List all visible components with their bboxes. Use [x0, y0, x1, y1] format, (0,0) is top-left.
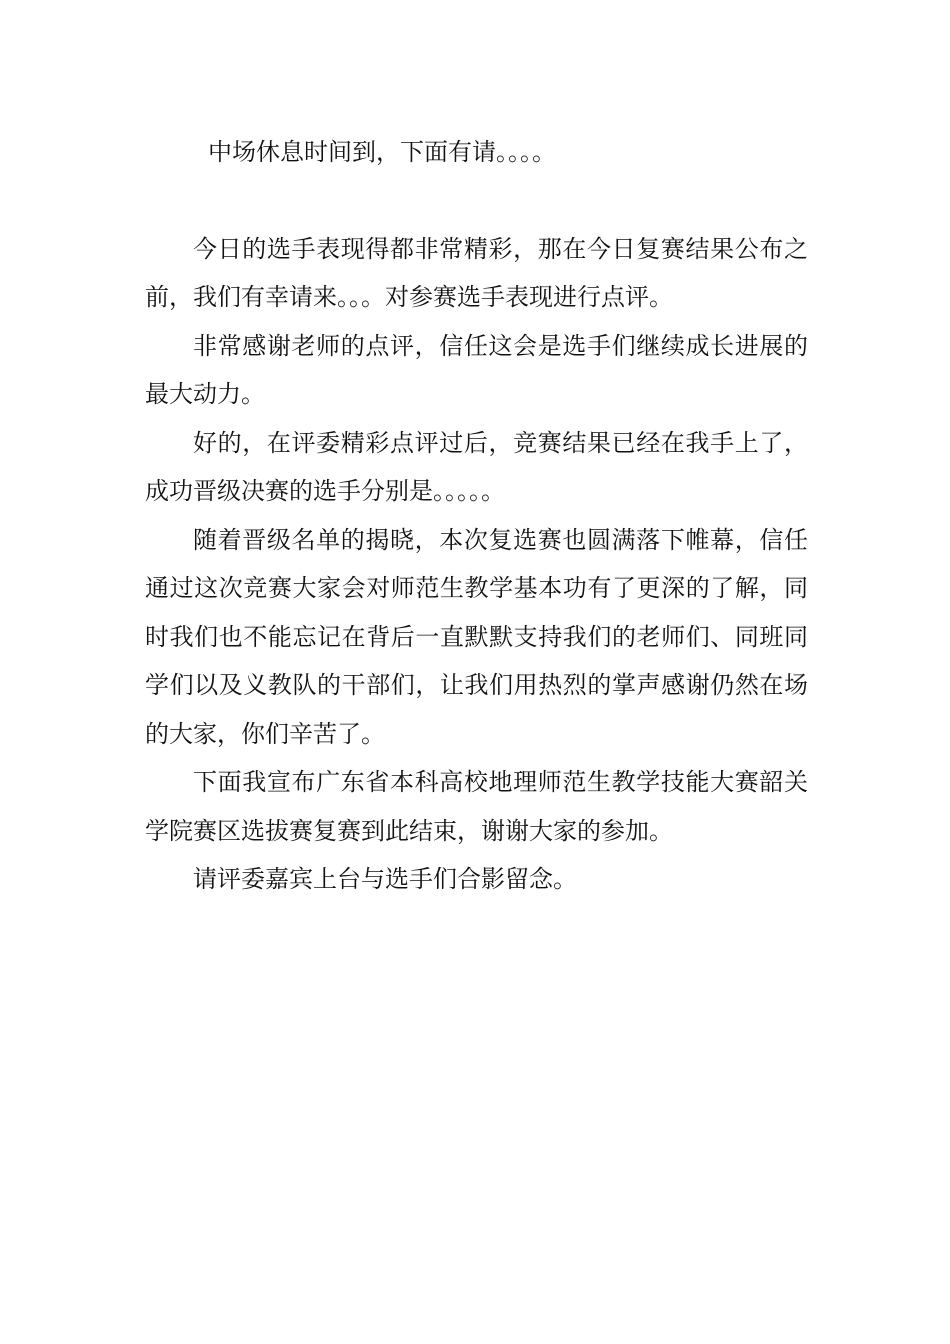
paragraph-thanks-teacher: 非常感谢老师的点评，信任这会是选手们继续成长进展的最大动力。 [145, 331, 808, 408]
paragraph-announcement: 下面我宣布广东省本科高校地理师范生教学技能大赛韶关学院赛区选拔赛复赛到此结束，谢谢大家的参加。 [145, 768, 808, 845]
intro-paragraph: 中场休息时间到，下面有请。。。。 [208, 138, 556, 166]
document-body [145, 128, 808, 904]
paragraph-results: 好的，在评委精彩点评过后，竞赛结果已经在我手上了，成功晋级决赛的选手分别是。。。。。 [145, 428, 808, 505]
paragraph-group-photo: 请评委嘉宾上台与选手们合影留念。 [193, 865, 577, 893]
paragraph-closing-thanks: 随着晋级名单的揭晓，本次复选赛也圆满落下帷幕，信任通过这次竞赛大家会对师范生教学基本功有了更深的了解，同时我们也不能忘记在背后一直默默支持我们的老师们、同班同学们以及义教队的干部们，让我们用热烈的掌声感谢仍然在场的大家，你们辛苦了。 [145, 525, 808, 748]
paragraph-comments-intro: 今日的选手表现得都非常精彩，那在今日复赛结果公布之前，我们有幸请来。。。对参赛选手表现进行点评。 [145, 234, 808, 311]
